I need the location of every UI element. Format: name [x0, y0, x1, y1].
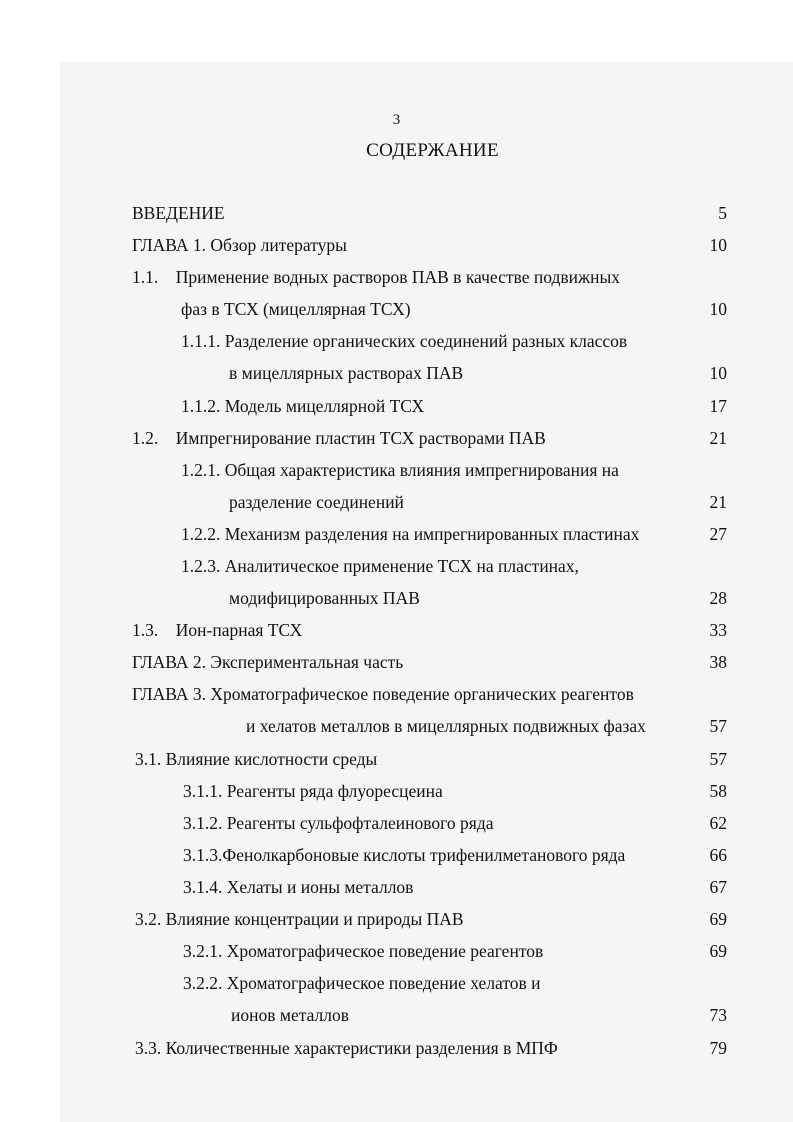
toc-entry-1-1-1-cont: в мицеллярных растворах ПАВ: [229, 363, 464, 383]
toc-entry-1-2-3: 1.2.3. Аналитическое применение ТСХ на пластинах,: [181, 556, 579, 576]
page-number: 3: [392, 112, 401, 128]
toc-entry-3-1-4: 3.1.4. Хелаты и ионы металлов: [183, 877, 414, 897]
toc-entry-3-2-1: 3.2.1. Хроматографическое поведение реагентов: [183, 941, 544, 961]
toc-entry-1-2-1: 1.2.1. Общая характеристика влияния импрегнирования на: [181, 460, 619, 480]
page-title: СОДЕРЖАНИЕ: [366, 140, 499, 161]
toc-page: 10: [709, 363, 727, 383]
toc-page: 62: [709, 813, 727, 833]
toc-entry-1-1-1: 1.1.1. Разделение органических соединений разных классов: [181, 331, 628, 351]
toc-entry-3-2: 3.2. Влияние концентрации и природы ПАВ: [135, 909, 464, 929]
toc-entry-3-3: 3.3. Количественные характеристики разделения в МПФ: [135, 1038, 558, 1058]
toc-page: 38: [709, 652, 727, 672]
toc-entry-introduction: ВВЕДЕНИЕ: [132, 203, 225, 223]
toc-page: 5: [718, 203, 727, 223]
toc-entry-1-2-1-cont: разделение соединений: [229, 492, 404, 512]
toc-entry-3-1-2: 3.1.2. Реагенты сульфофталеинового ряда: [183, 813, 494, 833]
toc-entry-3-1-3: 3.1.3.Фенолкарбоновые кислоты трифенилметанового ряда: [183, 845, 626, 865]
toc-entry-1-2: 1.2. Импрегнирование пластин ТСХ растворами ПАВ: [132, 428, 546, 448]
toc-entry-chapter-3-cont: и хелатов металлов в мицеллярных подвижных фазах: [246, 716, 646, 736]
toc-entry-1-2-2: 1.2.2. Механизм разделения на импрегнированных пластинах: [181, 524, 640, 544]
toc-entry-1-2-3-cont: модифицированных ПАВ: [229, 588, 420, 608]
toc-page: 57: [709, 716, 727, 736]
toc-page: 21: [709, 428, 727, 448]
toc-page: 66: [709, 845, 727, 865]
toc-page: 10: [709, 299, 727, 319]
toc-entry-1-1-2: 1.1.2. Модель мицеллярной ТСХ: [181, 396, 425, 416]
toc-page: 73: [709, 1005, 727, 1025]
toc-entry-3-1-1: 3.1.1. Реагенты ряда флуоресцеина: [183, 781, 443, 801]
toc-page: 10: [709, 235, 727, 255]
toc-entry-chapter-3: ГЛАВА 3. Хроматографическое поведение органических реагентов: [132, 684, 634, 704]
toc-page: 33: [709, 620, 727, 640]
toc-entry-3-2-2-cont: ионов металлов: [231, 1005, 349, 1025]
toc-page: 69: [709, 909, 727, 929]
toc-page: 27: [709, 524, 727, 544]
toc-page: 79: [709, 1038, 727, 1058]
toc-page: 67: [709, 877, 727, 897]
toc-entry-3-2-2: 3.2.2. Хроматографическое поведение хелатов и: [183, 973, 541, 993]
toc-page: 57: [709, 749, 727, 769]
toc-entry-1-3: 1.3. Ион-парная ТСХ: [132, 620, 303, 640]
toc-page: 21: [709, 492, 727, 512]
toc-page: 17: [709, 396, 727, 416]
toc-entry-chapter-2: ГЛАВА 2. Экспериментальная часть: [132, 652, 404, 672]
toc-page: 58: [709, 781, 727, 801]
toc-entry-1-1-cont: фаз в ТСХ (мицеллярная ТСХ): [181, 299, 411, 319]
toc-page: 69: [709, 941, 727, 961]
toc-entry-chapter-1: ГЛАВА 1. Обзор литературы: [132, 235, 347, 255]
toc-entry-3-1: 3.1. Влияние кислотности среды: [135, 749, 378, 769]
toc-page: 28: [709, 588, 727, 608]
toc-entry-1-1: 1.1. Применение водных растворов ПАВ в качестве подвижных: [132, 267, 620, 287]
